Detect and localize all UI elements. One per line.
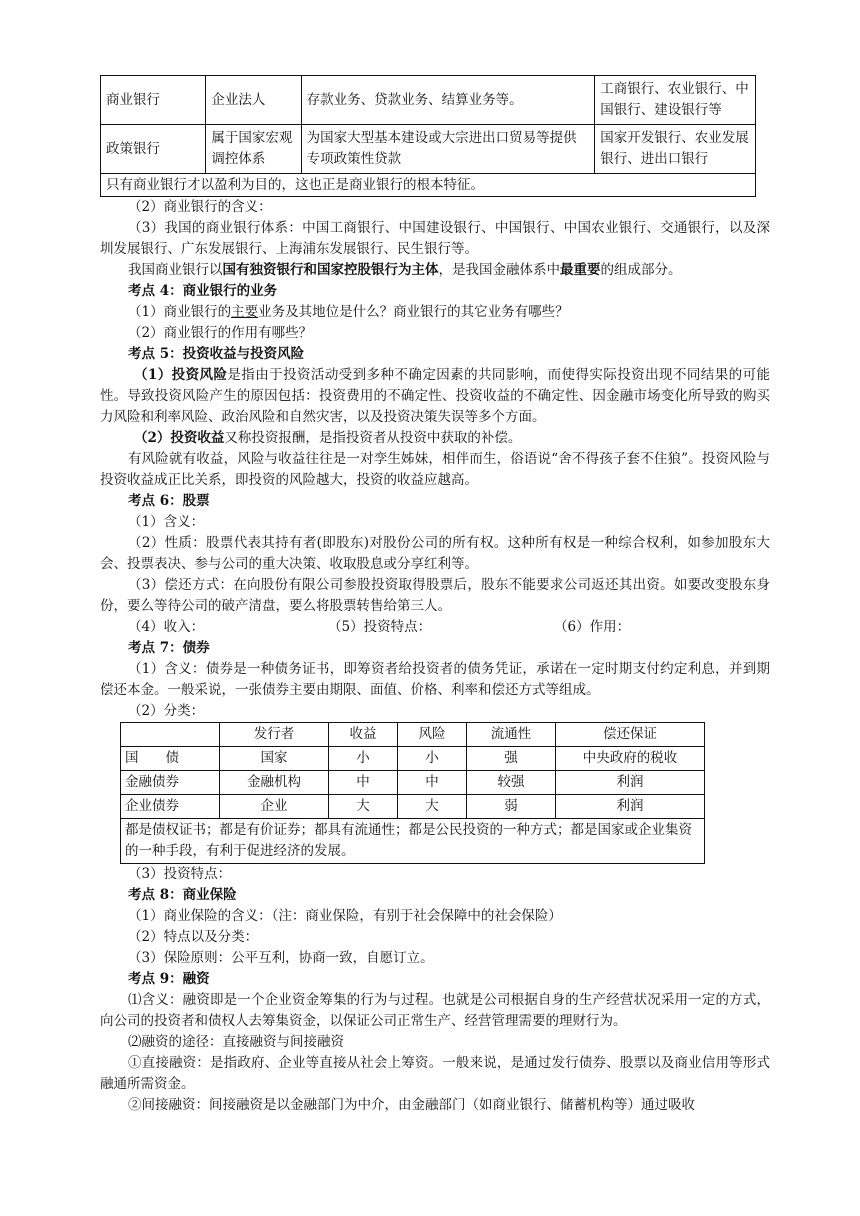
text-run: 的组成部分。 bbox=[600, 262, 682, 278]
text-run: （1）商业银行的 bbox=[128, 304, 232, 320]
section-heading: 考点 9：融资 bbox=[128, 971, 210, 987]
table-cell: 较强 bbox=[467, 771, 556, 795]
table-cell: 企业债券 bbox=[121, 795, 220, 819]
text-run: 主要 bbox=[231, 304, 259, 320]
section-heading: 考点 7：债券 bbox=[128, 640, 210, 656]
text-run: 我国商业银行以 bbox=[128, 262, 223, 278]
text-run: （5）投资特点： bbox=[328, 619, 432, 635]
table-cell: 企业 bbox=[220, 795, 329, 819]
table-header: 收益 bbox=[329, 723, 398, 747]
table-cell: 中央政府的税收 bbox=[556, 747, 705, 771]
section-heading: 考点 5：投资收益与投资风险 bbox=[128, 346, 305, 362]
paragraph: （3）保险原则：公平互利，协商一致，自愿订立。 bbox=[128, 950, 434, 966]
table-header bbox=[121, 723, 220, 747]
paragraph: ②间接融资：间接融资是以金融部门为中介，由金融部门（如商业银行、储蓄机构等）通过吸收 bbox=[128, 1097, 695, 1113]
table-cell: 大 bbox=[398, 795, 467, 819]
paragraph: （2）商业银行的含义： bbox=[128, 199, 272, 215]
table-cell: 政策银行 bbox=[101, 125, 206, 174]
table-cell: 小 bbox=[398, 747, 467, 771]
table-header: 风险 bbox=[398, 723, 467, 747]
table-cell: 为国家大型基本建设或大宗进出口贸易等提供专项政策性贷款 bbox=[301, 125, 595, 174]
table-row bbox=[101, 125, 756, 174]
paragraph bbox=[100, 365, 770, 428]
table-cell: 利润 bbox=[556, 771, 705, 795]
table-note: 只有商业银行才以盈利为目的，这也正是商业银行的根本特征。 bbox=[101, 174, 756, 197]
table-cell: 国家 bbox=[220, 747, 329, 771]
table-cell: 金融债券 bbox=[121, 771, 220, 795]
table-cell: 利润 bbox=[556, 795, 705, 819]
section-heading: 考点 8：商业保险 bbox=[128, 887, 237, 903]
table-cell: 国 债 bbox=[121, 747, 220, 771]
text-run: 是指由于投资活动受到多种不确定因素的共同影响，而使得实际投资出现不同结果的可能性。导致投资风险产生的原因包括：投资费用的不确定性、投资收益的不确定性、因金融市场变化所导致的购买力风险和利率风险、政治风险和自然灾害，以及投资决策失误等多个方面。 bbox=[100, 367, 770, 425]
text-run: （2）投资收益 bbox=[134, 430, 225, 446]
paragraph: （2）性质：股票代表其持有者(即股东)对股份公司的所有权。这种所有权是一种综合权利，如参加股东大会、投票表决、参与公司的重大决策、收取股息或分享红利等。 bbox=[100, 535, 770, 572]
table-cell: 企业法人 bbox=[206, 76, 301, 125]
table-cell: 工商银行、农业银行、中国银行、建设银行等 bbox=[595, 76, 756, 125]
paragraph: （2）分类： bbox=[128, 703, 205, 719]
paragraph: （3）我国的商业银行体系：中国工商银行、中国建设银行、中国银行、中国农业银行、交通银行，以及深圳发展银行、广东发展银行、上海浦东发展银行、民生银行等。 bbox=[100, 220, 770, 257]
table-row bbox=[101, 76, 756, 125]
section-heading: 考点 4：商业银行的业务 bbox=[128, 283, 278, 299]
table-header: 偿还保证 bbox=[556, 723, 705, 747]
text-run: 最重要 bbox=[560, 262, 601, 278]
bond-type-table bbox=[120, 722, 705, 864]
table-row bbox=[121, 723, 705, 747]
table-header: 流通性 bbox=[467, 723, 556, 747]
table-cell: 大 bbox=[329, 795, 398, 819]
table-row bbox=[121, 819, 705, 864]
paragraph: （1）含义：债券是一种债务证书，即筹资者给投资者的债务凭证，承诺在一定时期支付约定利息，并到期偿还本金。一般采说，一张债券主要由期限、面值、价格、利率和偿还方式等组成。 bbox=[100, 661, 770, 698]
paragraph: 有风险就有收益，风险与收益往往是一对孪生姊妹，相伴而生，俗语说“舍不得孩子套不住狼”。投资风险与投资收益成正比关系，即投资的风险越大，投资的收益应越高。 bbox=[100, 451, 770, 488]
text-run: 业务及其地位是什么？商业银行的其它业务有哪些？ bbox=[258, 304, 569, 320]
table-row bbox=[101, 174, 756, 197]
text-run: ，是我国金融体系中 bbox=[438, 262, 560, 278]
paragraph: （1）含义： bbox=[128, 514, 205, 530]
table-cell: 弱 bbox=[467, 795, 556, 819]
paragraph bbox=[100, 617, 770, 638]
text-run: （4）收入： bbox=[128, 619, 205, 635]
table-cell: 商业银行 bbox=[101, 76, 206, 125]
table-cell: 国家开发银行、农业发展银行、进出口银行 bbox=[595, 125, 756, 174]
paragraph: （2）商业银行的作用有哪些？ bbox=[128, 325, 313, 341]
table-cell: 存款业务、贷款业务、结算业务等。 bbox=[301, 76, 595, 125]
paragraph bbox=[100, 428, 770, 449]
table-cell: 金融机构 bbox=[220, 771, 329, 795]
text-run: 为主体 bbox=[398, 262, 439, 278]
paragraph: （2）特点以及分类： bbox=[128, 929, 259, 945]
text-run: 又称投资报酬，是指投资者从投资中获取的补偿。 bbox=[224, 430, 522, 446]
table-cell: 小 bbox=[329, 747, 398, 771]
bank-type-table bbox=[100, 75, 756, 197]
paragraph: ①直接融资：是指政府、企业等直接从社会上筹资。一般来说，是通过发行债券、股票以及商业信用等形式融通所需资金。 bbox=[100, 1055, 770, 1092]
table-note: 都是债权证书；都是有价证券；都具有流通性；都是公民投资的一种方式；都是国家或企业集资的一种手段，有利于促进经济的发展。 bbox=[121, 819, 705, 864]
paragraph: （3）偿还方式：在向股份有限公司参股投资取得股票后，股东不能要求公司返还其出资。如要改变股东身份，要么等待公司的破产清盘，要么将股票转售给第三人。 bbox=[100, 577, 770, 614]
paragraph: （3）投资特点： bbox=[128, 866, 232, 882]
paragraph: ⑴含义：融资即是一个企业资金筹集的行为与过程。也就是公司根据自身的生产经营状况采用一定的方式，向公司的投资者和债权人去筹集资金，以保证公司正常生产、经营管理需要的理财行为。 bbox=[100, 992, 770, 1029]
text-run: （6）作用： bbox=[554, 619, 631, 635]
table-row bbox=[121, 795, 705, 819]
document-page bbox=[100, 75, 770, 1116]
section-heading: 考点 6：股票 bbox=[128, 493, 210, 509]
table-cell: 中 bbox=[329, 771, 398, 795]
paragraph bbox=[100, 260, 770, 281]
table-row bbox=[121, 771, 705, 795]
text-run: 国有独资银行和国家控股银行 bbox=[222, 262, 398, 278]
table-cell: 属于国家宏观调控体系 bbox=[206, 125, 301, 174]
paragraph: ⑵融资的途径：直接融资与间接融资 bbox=[128, 1034, 344, 1050]
paragraph: （1）商业保险的含义：（注：商业保险，有别于社会保障中的社会保险） bbox=[128, 908, 562, 924]
table-cell: 中 bbox=[398, 771, 467, 795]
text-run: （1）投资风险 bbox=[134, 367, 228, 383]
table-header: 发行者 bbox=[220, 723, 329, 747]
table-row bbox=[121, 747, 705, 771]
table-cell: 强 bbox=[467, 747, 556, 771]
paragraph bbox=[100, 302, 770, 323]
